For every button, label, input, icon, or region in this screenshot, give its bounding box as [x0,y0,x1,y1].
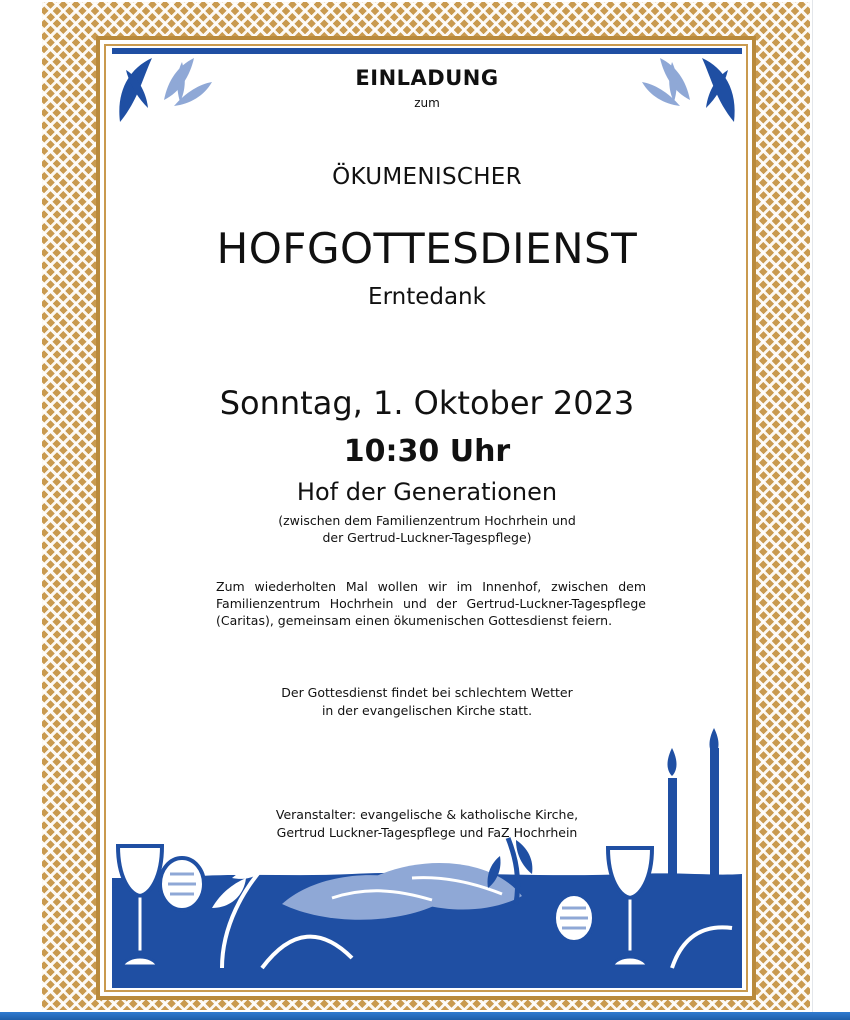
place-note [112,512,742,546]
weather-note [112,684,742,720]
place-note-line: (zwischen dem Familienzentrum Hochrhein und [278,513,576,528]
event-place: Hof der Generationen [296,478,558,506]
organizer-line: Veranstalter: evangelische & katholische Kirche, [275,807,579,822]
weather-note-line: in der evangelischen Kirche statt. [321,703,533,718]
weather-note-line: Der Gottesdienst findet bei schlechtem Wetter [281,685,573,700]
description-paragraph: Zum wiederholten Mal wollen wir im Innenhof, zwischen dem Familienzentrum Hochrhein und der Gertrud-Luckner-Tagespflege (Caritas), gemeinsam einen ökumenischen Gottesdienst feiern. [216,579,646,628]
harvest-illustration [112,728,742,988]
event-time: 10:30 Uhr [343,434,511,469]
taskbar-edge [0,1012,850,1020]
organizer-line: Gertrud Luckner-Tagespflege und FaZ Hochrhein [276,825,578,840]
invitation-card [112,48,742,988]
place-note-line: der Gertrud-Luckner-Tagespflege) [322,530,532,545]
invitation-heading: EINLADUNG [355,66,499,90]
event-date: Sonntag, 1. Oktober 2023 [219,384,635,422]
page-title: HOFGOTTESDIENST [216,224,638,273]
service-kind: ÖKUMENISCHER [332,164,522,190]
candle-icon [668,728,720,898]
occasion: Erntedank [368,284,486,310]
invitation-zum: zum [414,96,440,110]
leaf-ornament-icon [112,50,222,130]
window-margin [812,0,850,1020]
leaf-ornament-icon [632,50,742,130]
